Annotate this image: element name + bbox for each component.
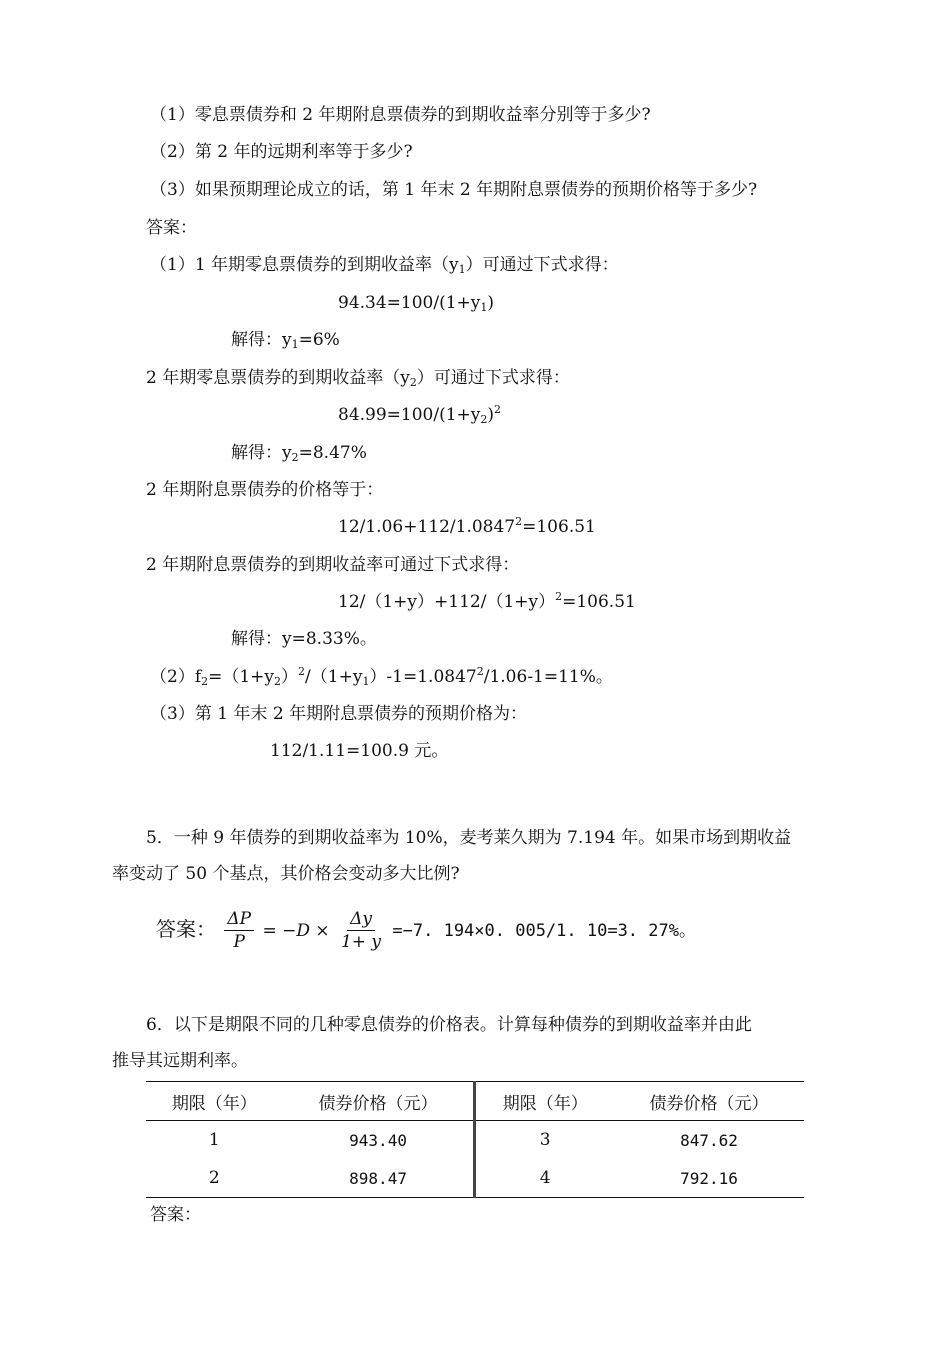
a2-intro: 2 年期零息票债券的到期收益率$(y_2)$可通过下式求得： (146, 368, 570, 389)
q5-line2: 率变动了 50 个基点，其价格会变动多大比例? (112, 864, 460, 884)
table-header: 债券价格（元） (283, 1082, 475, 1121)
table-cell: 898.47 (283, 1159, 475, 1198)
solution-y2: 解得：$y_2=8.47\%$ (231, 443, 367, 464)
price-intro: 2 年期附息票债券的价格等于： (146, 480, 384, 500)
table-row (146, 1121, 804, 1160)
q6-line2: 推导其远期利率。 (112, 1051, 248, 1071)
fraction-delta-y: $\frac{\Delta y}{1+ y}$ (340, 909, 382, 952)
q5-line1: 5．一种 9 年债券的到期收益率为 10%，麦考莱久期为 7.194 年。如果市场到期收益 (146, 828, 792, 848)
a3-equation: 112/1.11=100.9 元。 (270, 741, 449, 761)
table-cell: 847.62 (680, 1130, 738, 1150)
solution-y1: 解得：$y_1=6\%$ (231, 330, 340, 351)
fraction-delta-p: $\frac{\Delta P}{P}$ (224, 908, 254, 953)
solution-y: 解得：y=8.33%。 (231, 629, 377, 649)
equation-1: $94.34=100/(1+y_1)$ (338, 293, 495, 314)
table-cell: 2 (146, 1159, 283, 1198)
a1-intro: （1）1 年期零息票债券的到期收益率$(y_1)$可通过下式求得： (150, 255, 619, 276)
q4-part1: （1）零息票债券和 2 年期附息票债券的到期收益率分别等于多少? (150, 105, 651, 125)
q4-answer-label: 答案： (146, 218, 197, 238)
table-cell: 943.40 (283, 1121, 475, 1160)
ytm-equation: $12/(1+y)+112/(1+y)^2=106.51$ (338, 590, 636, 612)
table-cell: 3 (539, 1130, 551, 1150)
q6-answer-label: 答案： (150, 1205, 201, 1225)
table-header: 债券价格（元） (614, 1082, 804, 1121)
table-header: 期限（年） (146, 1082, 283, 1121)
forward-rate-equation: $(2)f_2=(1+y_2)^2/(1+y_1)-1=1.0847^2/1.06-1=11\%$。 (150, 665, 613, 688)
q5-answer: 答案： $\frac{\Delta P}{P}$ = −D × $\frac{\Delta y}{1+ y}$ =−7. 194×0. 005/1. 10=3. 27%。 (156, 909, 696, 952)
q5-result: =−7. 194×0. 005/1. 10=3. 27%。 (392, 921, 696, 941)
table-cell: 1 (208, 1130, 220, 1150)
equation-2: $84.99=100/(1+y_2)^2$ (338, 403, 502, 426)
table-cell: 792.16 (614, 1159, 804, 1198)
q4-part2: （2）第 2 年的远期利率等于多少? (150, 142, 413, 162)
table-cell: 4 (475, 1159, 614, 1198)
table-header-row (146, 1082, 804, 1121)
q5-answer-label: 答案： (156, 917, 216, 941)
ytm-intro: 2 年期附息票债券的到期收益率可通过下式求得： (146, 555, 520, 575)
table-row (146, 1159, 804, 1198)
q4-part3: （3）如果预期理论成立的话，第 1 年末 2 年期附息票债券的预期价格等于多少? (150, 180, 758, 200)
a3-intro: （3）第 1 年末 2 年期附息票债券的预期价格为： (150, 704, 528, 724)
bond-price-table (146, 1081, 804, 1198)
q6-line1: 6．以下是期限不同的几种零息债券的价格表。计算每种债券的到期收益率并由此 (146, 1015, 752, 1035)
price-equation: $12/1.06+112/1.0847^2=106.51$ (338, 515, 596, 537)
table-header: 期限（年） (475, 1082, 614, 1121)
